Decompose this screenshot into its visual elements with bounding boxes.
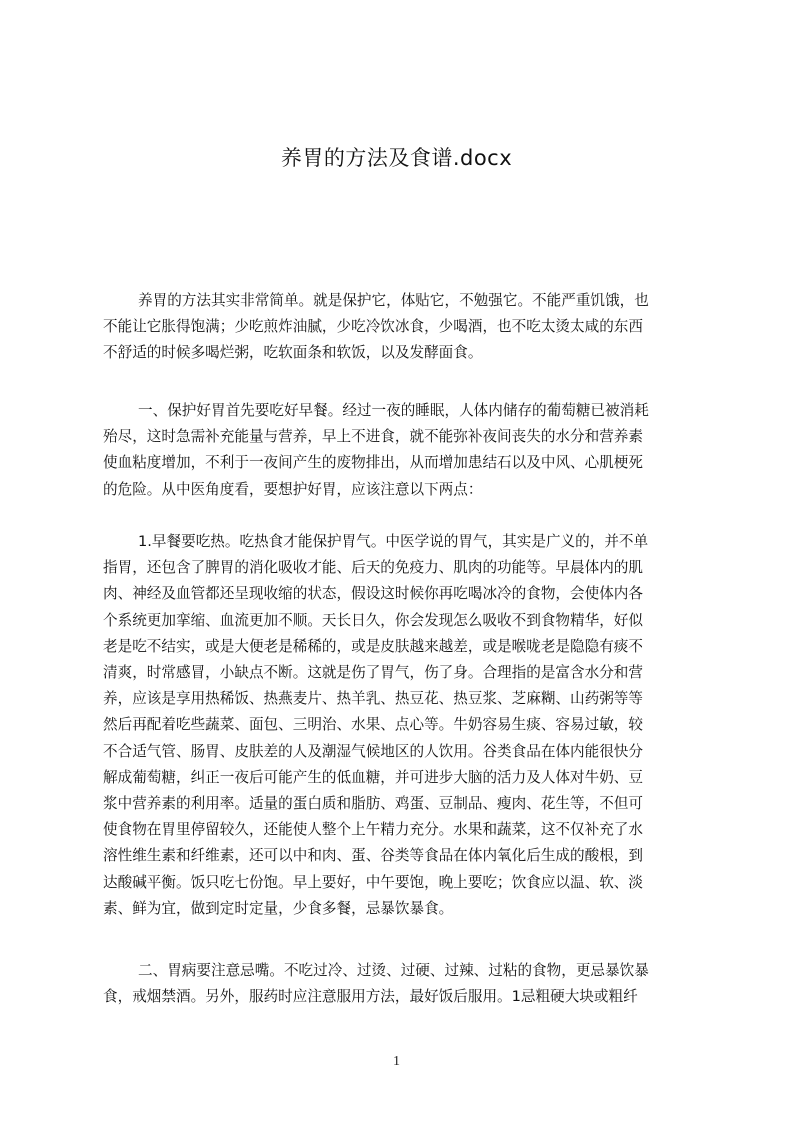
- paragraph-line: 老是吃不结实，或是大便老是稀稀的，或是皮肤越来越差，或是喉咙老是隐隐有痰不: [103, 637, 643, 655]
- paragraph-line: 养胃的方法其实非常简单。就是保护它，体贴它，不勉强它。不能严重饥饿，也: [138, 292, 649, 309]
- paragraph-hot-breakfast: [103, 529, 703, 922]
- paragraph-intro: [103, 288, 703, 367]
- page-number: 1: [393, 1054, 400, 1069]
- paragraph-line: 达酸碱平衡。饭只吃七份饱。早上要好，中午要饱，晚上要吃；饮食应以温、软、淡: [103, 873, 643, 891]
- paragraph-line: 食，戒烟禁酒。另外，服药时应注意服用方法，最好饭后服用。1忌粗硬大块或粗纤: [103, 988, 638, 1006]
- paragraph-line: 肉、神经及血管都还呈现收缩的状态，假设这时候你再吃喝冰冷的食物，会使体内各: [103, 585, 643, 603]
- paragraph-line: 浆中营养素的利用率。适量的蛋白质和脂肪、鸡蛋、豆制品、瘦肉、花生等，不但可: [103, 795, 643, 813]
- paragraph-breakfast: [103, 398, 703, 503]
- paragraph-line: 不舒适的时候多喝烂粥，吃软面条和软饭，以及发酵面食。: [103, 344, 483, 362]
- paragraph-line: 1.早餐要吃热。吃热食才能保护胃气。中医学说的胃气，其实是广义的，并不单: [138, 533, 649, 550]
- paragraph-line: 清爽，时常感冒，小缺点不断。这就是伤了胃气，伤了身。合理指的是富含水分和营: [103, 664, 643, 682]
- paragraph-line: 殆尽，这时急需补充能量与营养，早上不进食，就不能弥补夜间丧失的水分和营养素: [103, 428, 643, 446]
- paragraph-line: 使血粘度增加，不利于一夜间产生的废物排出，从而增加患结石以及中风、心肌梗死: [103, 454, 643, 472]
- paragraph-line: 不合适气管、肠胃、皮肤差的人及潮湿气候地区的人饮用。谷类食品在体内能很快分: [103, 742, 643, 760]
- paragraph-line: 素、鲜为宜，做到定时定量，少食多餐，忌暴饮暴食。: [103, 899, 454, 917]
- paragraph-line: 个系统更加挛缩、血流更加不顺。天长日久，你会发现怎么吸收不到食物精华，好似: [103, 611, 643, 629]
- paragraph-line: 指胃，还包含了脾胃的消化吸收才能、后天的免疫力、肌肉的功能等。早晨体内的肌: [103, 559, 643, 577]
- paragraph-line: 二、胃病要注意忌嘴。不吃过冷、过烫、过硬、过辣、过粘的食物，更忌暴饮暴: [138, 962, 649, 979]
- document-title: 养胃的方法及食谱.docx: [280, 146, 513, 170]
- paragraph-line: 使食物在胃里停留较久，还能使人整个上午精力充分。水果和蔬菜，这不仅补充了水: [103, 821, 643, 839]
- paragraph-line: 的危险。从中医角度看，要想护好胃，应该注意以下两点：: [103, 480, 483, 498]
- paragraph-line: 一、保护好胃首先要吃好早餐。经过一夜的睡眠，人体内储存的葡萄糖已被消耗: [138, 402, 649, 419]
- paragraph-diet-taboos: [103, 958, 703, 1010]
- paragraph-line: 然后再配着吃些蔬菜、面包、三明治、水果、点心等。牛奶容易生痰、容易过敏，较: [103, 716, 643, 734]
- paragraph-line: 养，应该是享用热稀饭、热燕麦片、热羊乳、热豆花、热豆浆、芝麻糊、山药粥等等: [103, 690, 643, 708]
- paragraph-line: 解成葡萄糖，纠正一夜后可能产生的低血糖，并可进步大脑的活力及人体对牛奶、豆: [103, 768, 643, 786]
- paragraph-line: 溶性维生素和纤维素，还可以中和肉、蛋、谷类等食品在体内氧化后生成的酸根，到: [103, 847, 643, 865]
- paragraph-line: 不能让它胀得饱满；少吃煎炸油腻，少吃冷饮冰食，少喝酒，也不吃太烫太咸的东西: [103, 318, 643, 336]
